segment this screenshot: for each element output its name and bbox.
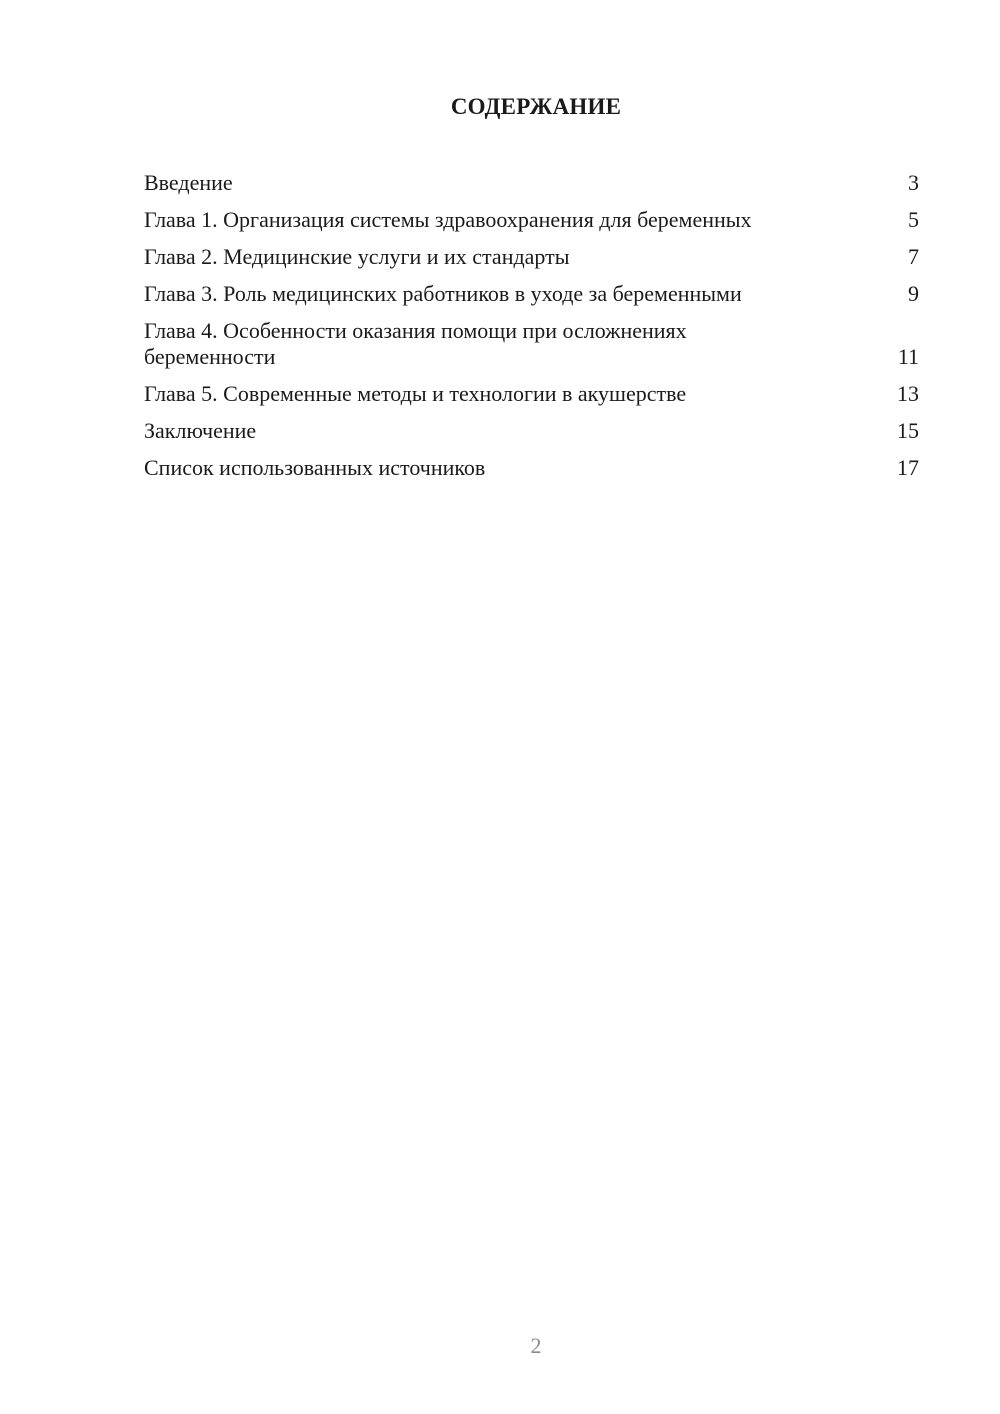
toc-entry-chapter-2[interactable]	[144, 244, 919, 270]
toc-entry-title: Глава 2. Медицинские услуги и их стандарты	[144, 244, 570, 269]
toc-entry-title: Введение	[144, 170, 233, 195]
toc-entry-title: Список использованных источников	[144, 455, 486, 480]
toc-entry-chapter-1[interactable]	[144, 207, 919, 233]
toc-entry-page: 11	[897, 344, 919, 369]
toc-entry-page: 9	[908, 281, 919, 306]
toc-entry-page: 13	[897, 381, 919, 406]
toc-entry-title: Глава 1. Организация системы здравоохранения для беременных	[144, 207, 752, 232]
toc-entry-title: Глава 4. Особенности оказания помощи при осложнениях беременности	[144, 318, 687, 369]
page-title: СОДЕРЖАНИЕ	[450, 94, 622, 119]
toc-entry-page: 17	[897, 455, 919, 480]
toc-entry-title: Заключение	[144, 418, 257, 443]
table-of-contents	[144, 170, 919, 492]
toc-entry-page: 15	[897, 418, 919, 443]
toc-entry-chapter-5[interactable]	[144, 381, 919, 407]
toc-entry-chapter-3[interactable]	[144, 281, 919, 307]
toc-entry-references[interactable]	[144, 455, 919, 481]
toc-entry-title: Глава 3. Роль медицинских работников в уходе за беременными	[144, 281, 742, 306]
toc-entry-page: 5	[908, 207, 919, 232]
toc-entry-introduction[interactable]	[144, 170, 919, 196]
toc-entry-conclusion[interactable]	[144, 418, 919, 444]
toc-entry-page: 7	[908, 244, 919, 269]
toc-entry-chapter-4[interactable]	[144, 318, 919, 370]
page-number: 2	[530, 1333, 542, 1358]
toc-entry-title: Глава 5. Современные методы и технологии в акушерстве	[144, 381, 687, 406]
toc-entry-page: 3	[908, 170, 919, 195]
